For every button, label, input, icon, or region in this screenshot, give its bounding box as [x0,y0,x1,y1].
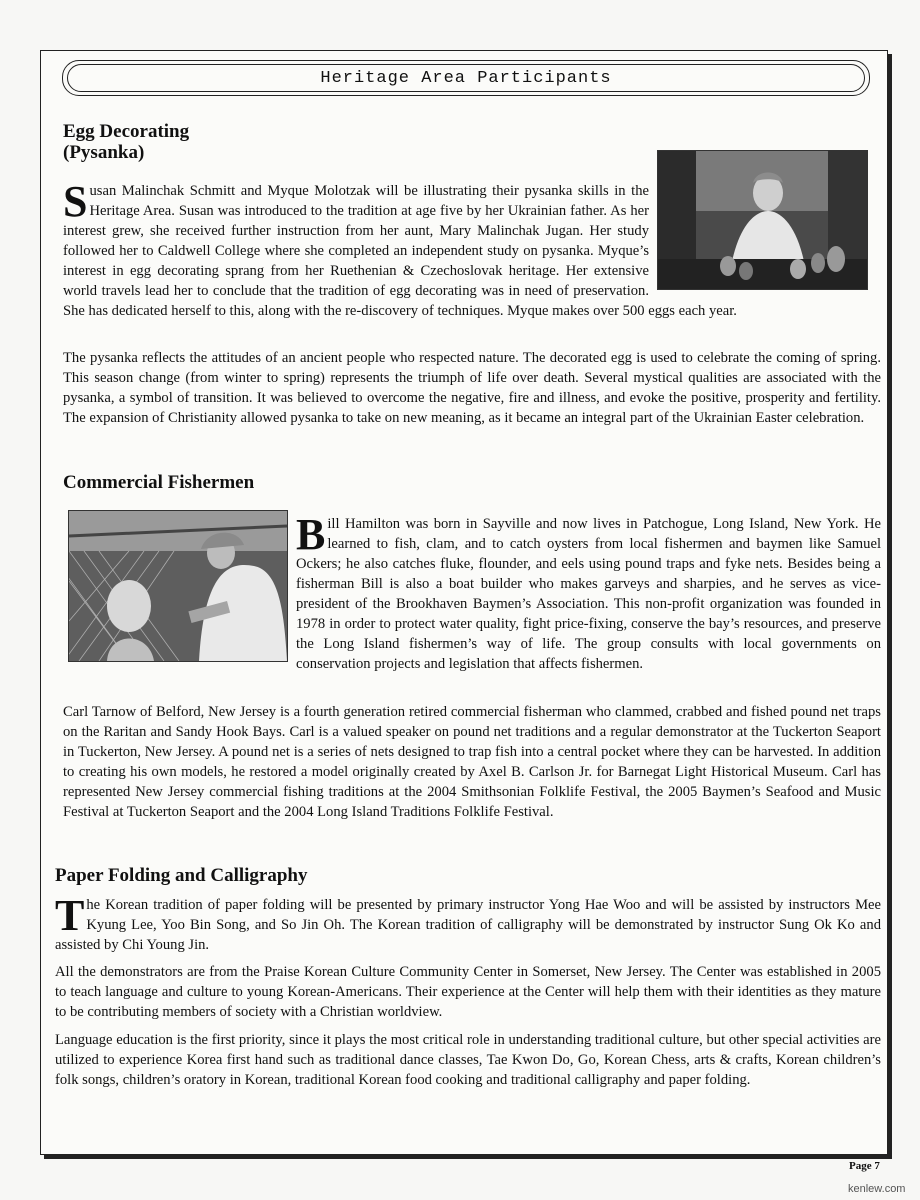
egg-paragraph-1 [63,177,867,321]
egg-title-line1: Egg Decorating [63,121,190,142]
fishermen-paragraph-2: Carl Tarnow of Belford, New Jersey is a fourth generation retired commercial fisherman who clammed, crabbed and fished pound net traps on the Raritan and Sandy Hook Bays. Carl is a valued speaker on pound net traditions and a regular demonstrator at the Tuckerton Seaport in Tuckerton, New Jersey. A pound net is a series of nets designed to trap fish into a central pocket where they can be harvested. In addition to creating his own models, he restored a model originally created by Axel B. Carlson Jr. for Barnegat Light Historical Museum. Carl has represented New Jersey commercial fishing traditions at the 2004 Smithsonian Folklife Festival, the 2005 Baymen’s Seafood and Music Festival at Tuckerton Seaport and the 2004 Long Island Traditions Folklife Festival. [63,704,881,820]
fishermen-photo [68,510,288,662]
commercial-fishermen-title: Commercial Fishermen [63,472,255,493]
site-credit: kenlew.com [848,1183,906,1195]
paper-paragraph-1 [55,891,881,955]
egg-paragraph-1-text: usan Malinchak Schmitt and Myque Molotzak will be illustrating their pysanka skills in the Heritage Area. Susan was introduced to the tradition at age five by her Ukrainian father. As her interest grew, she received further instruction from her aunt, Mary Malinchak Jugan. Her study followed her to Caldwell College where she completed an independent study on pysanka. Myque’s interest in egg decorating sprang from her Ruethenian & Czechoslovak heritage. Her extensive world travels lead her to conclude that the tradition of egg decorating was in need of preservation. She has dedicated herself to this, along with the re-discovery of techniques. Myque makes over 500 eggs each year. [63,183,737,319]
fishermen-paragraph-1-text: ill Hamilton was born in Sayville and now lives in Patchogue, Long Island, New York. He learned to fish, clam, and to catch oysters from local fishermen and baymen like Samuel Ockers; he also catches fluke, flounder, and eels using pound traps and fyke nets. Besides being a fisherman Bill is also a boat builder who makes garveys and sharpies, and he serves as vice-president of the Brookhaven Baymen’s Association. This non-profit organization was founded in 1978 in order to protect water quality, fight price-fixing, conserve the bay’s resources, and preserve the Long Island fishermen’s way of life. The group consults with local governments on conservation projects and legislation that affects fishermen. [296,516,881,672]
egg-decorating-title [63,121,189,163]
section-banner [62,60,870,96]
paper-folding-title: Paper Folding and Calligraphy [55,865,308,886]
paper-dropcap: T [55,891,85,940]
fishermen-paragraph-1 [296,510,881,674]
egg-dropcap: S [63,177,88,226]
paper-paragraph-3: Language education is the first priority, since it plays the most critical role in understanding traditional culture, but other special activities are utilized to experience Korea first hand such as traditional dance classes, Tae Kwon Do, Go, Korean Chess, arts & crafts, Korean children’s folk songs, children’s oratory in Korean, traditional Korean food cooking and traditional calligraphy and paper folding. [55,1032,881,1088]
fishermen-dropcap: B [296,510,326,559]
paper-paragraph-2: All the demonstrators are from the Praise Korean Culture Community Center in Somerset, New Jersey. The Center was established in 2005 to teach language and culture to young Korean-Americans. Their experience at the Center will help them with their identities as they mature to be contributing members of society with a Christian worldview. [55,964,881,1020]
egg-paragraph-2: The pysanka reflects the attitudes of an ancient people who respected nature. The decorated egg is used to celebrate the coming of spring. This season change (from winter to spring) represents the triumph of life over death. Several mystical qualities are associated with the pysanka, a symbol of transition. It was believed to overcome the negative, fire and illness, and evoke the positive, prosperity and fertility. The expansion of Christianity allowed pysanka to take on new meaning, as it became an integral part of the Ukrainian Easter celebration. [63,350,881,426]
banner-title: Heritage Area Participants [320,68,612,88]
paper-paragraph-1-text: he Korean tradition of paper folding will be presented by primary instructor Yong Hae Woo and will be assisted by instructors Mee Kyung Lee, Yoo Bin Song, and So Jin Oh. The Korean tradition of calligraphy will be demonstrated by instructor Sung Ok Ko and assisted by Chi Young Jin. [55,897,881,953]
egg-title-line2: (Pysanka) [63,142,145,163]
page-number: Page 7 [849,1160,880,1172]
